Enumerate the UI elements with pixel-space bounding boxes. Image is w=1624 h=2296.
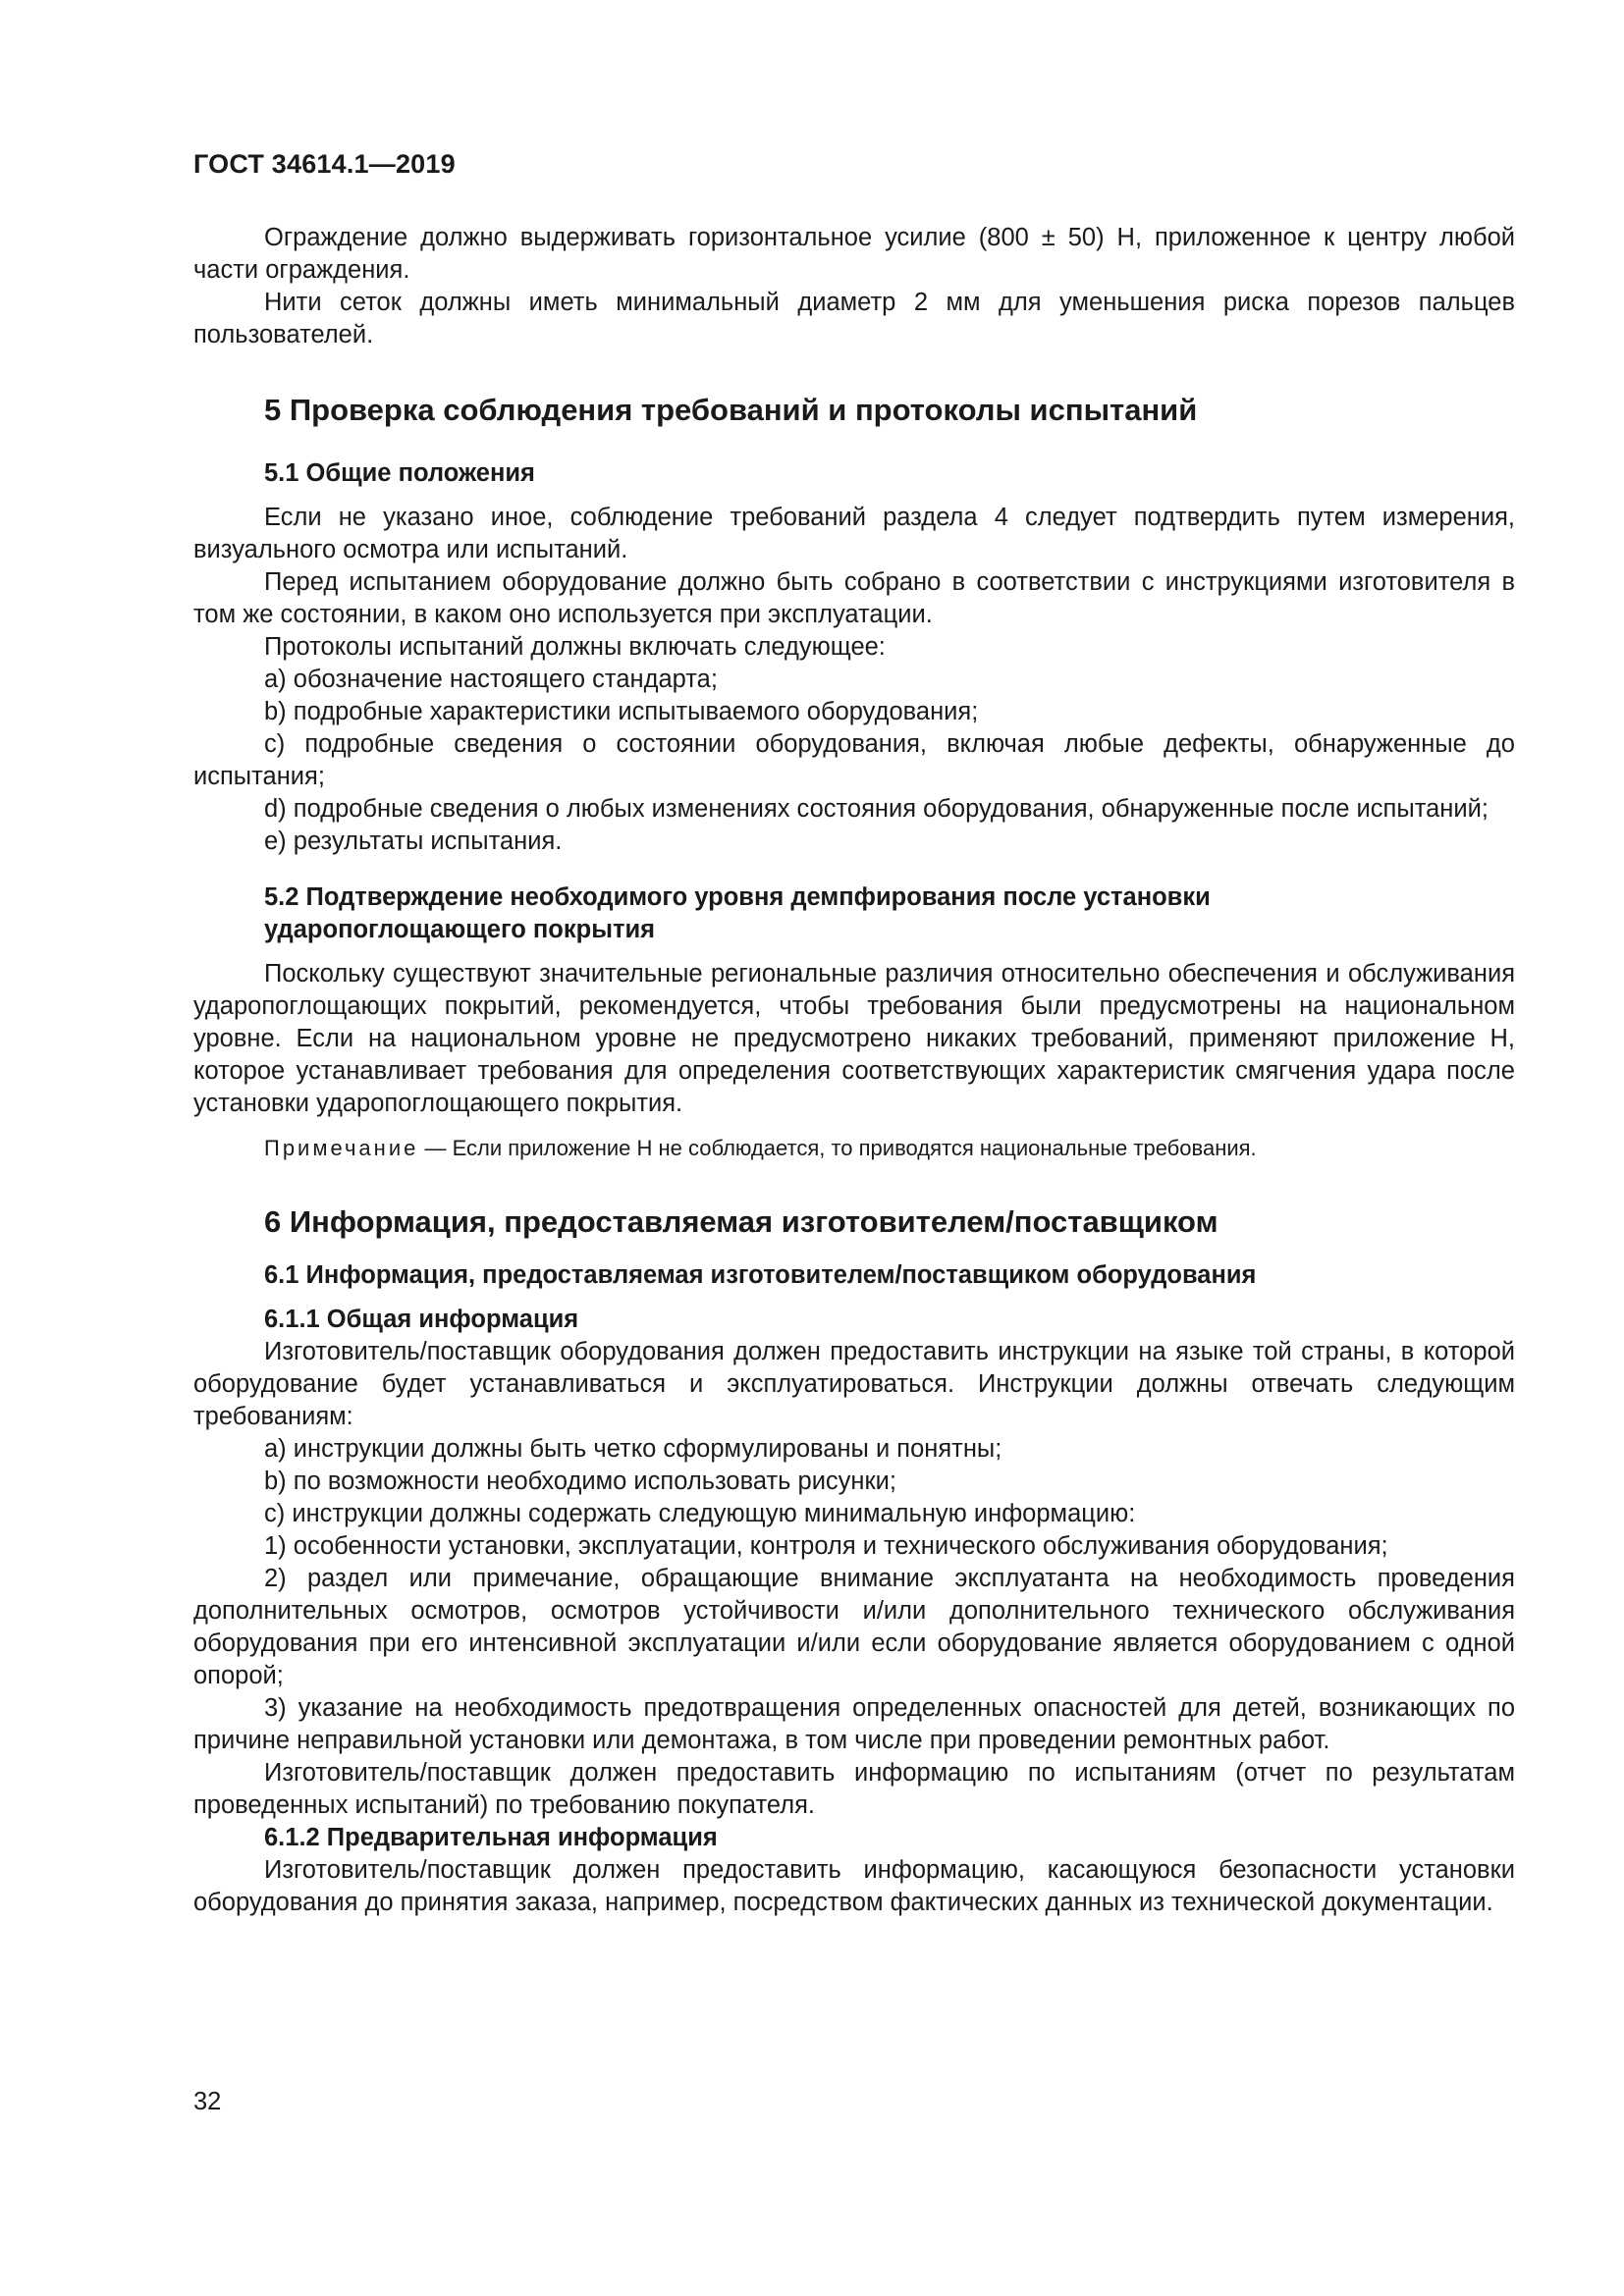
paragraph: Поскольку существуют значительные региональные различия относительно обеспечения и обслуживания ударопоглощающих покрытий, рекомендуется, чтобы требования были предусмотрены на национальном уровне. Если на национальном уровне не предусмотрено никаких требований, применяют приложение Н, которое устанавливает требования для определения соответствующих характеристик смягчения удара после установки ударопоглощающего покрытия. <box>193 960 1515 1117</box>
section-5-1-heading: 5.1 Общие положения <box>264 459 535 487</box>
section-5-2-heading-line2: ударопоглощающего покрытия <box>264 916 656 943</box>
list-item: 1) особенности установки, эксплуатации, контроля и технического обслуживания оборудования; <box>264 1532 1388 1560</box>
section-6-1-2-heading: 6.1.2 Предварительная информация <box>264 1824 718 1851</box>
paragraph: Изготовитель/поставщик должен предоставить информацию по испытаниям (отчет по результатам проведенных испытаний) по требованию покупателя. <box>193 1759 1515 1819</box>
list-item: а) обозначение настоящего стандарта; <box>264 666 718 693</box>
list-item: с) инструкции должны содержать следующую минимальную информацию: <box>264 1500 1136 1527</box>
list-item: 3) указание на необходимость предотвращения определенных опасностей для детей, возникающих по причине неправильной установки или демонтажа, в том числе при проведении ремонтных работ. <box>193 1694 1515 1754</box>
list-item: а) инструкции должны быть четко сформулированы и понятны; <box>264 1435 1002 1463</box>
paragraph: Протоколы испытаний должны включать следующее: <box>264 633 886 661</box>
list-item: b) по возможности необходимо использовать рисунки; <box>264 1468 896 1495</box>
section-6-1-1-heading: 6.1.1 Общая информация <box>264 1306 579 1333</box>
paragraph: Нити сеток должны иметь минимальный диаметр 2 мм для уменьшения риска порезов пальцев пользователей. <box>193 289 1515 348</box>
note-label: Примечание <box>264 1136 419 1160</box>
section-5-2-heading <box>193 881 1515 946</box>
note-text: — Если приложение Н не соблюдается, то приводятся национальные требования. <box>418 1136 1257 1160</box>
section-5-2-heading-line1: 5.2 Подтверждение необходимого уровня демпфирования после установки <box>264 883 1211 911</box>
page-number: 32 <box>193 2088 222 2115</box>
section-6-heading: 6 Информация, предоставляемая изготовителем/поставщиком <box>264 1204 1218 1239</box>
paragraph: Если не указано иное, соблюдение требований раздела 4 следует подтвердить путем измерения, визуального осмотра или испытаний. <box>193 504 1515 563</box>
paragraph: Изготовитель/поставщик оборудования должен предоставить инструкции на языке той страны, в которой оборудование будет устанавливаться и эксплуатироваться. Инструкции должны отвечать следующим требованиям: <box>193 1338 1515 1430</box>
list-item: d) подробные сведения о любых изменениях состояния оборудования, обнаруженные после испытаний; <box>264 795 1489 823</box>
note <box>193 1134 1515 1163</box>
paragraph: Изготовитель/поставщик должен предоставить информацию, касающуюся безопасности установки оборудования до принятия заказа, например, посредством фактических данных из технической документации. <box>193 1856 1515 1916</box>
list-item: е) результаты испытания. <box>264 828 563 855</box>
section-6-1-heading: 6.1 Информация, предоставляемая изготовителем/поставщиком оборудования <box>264 1261 1257 1289</box>
paragraph: Перед испытанием оборудование должно быть собрано в соответствии с инструкциями изготовителя в том же состоянии, в каком оно используется при эксплуатации. <box>193 568 1515 628</box>
list-item: b) подробные характеристики испытываемого оборудования; <box>264 698 979 725</box>
document-body <box>193 222 1515 1919</box>
list-item: с) подробные сведения о состоянии оборудования, включая любые дефекты, обнаруженные до испытания; <box>193 730 1515 790</box>
paragraph: Ограждение должно выдерживать горизонтальное усилие (800 ± 50) Н, приложенное к центру любой части ограждения. <box>193 224 1515 284</box>
document-header: ГОСТ 34614.1—2019 <box>193 149 456 179</box>
list-item: 2) раздел или примечание, обращающие внимание эксплуатанта на необходимость проведения дополнительных осмотров, осмотров устойчивости и/или дополнительного технического обслуживания оборудования при его интенсивной эксплуатации и/или если оборудование является оборудованием с одной опорой; <box>193 1565 1515 1689</box>
section-5-heading: 5 Проверка соблюдения требований и протоколы испытаний <box>264 393 1198 427</box>
